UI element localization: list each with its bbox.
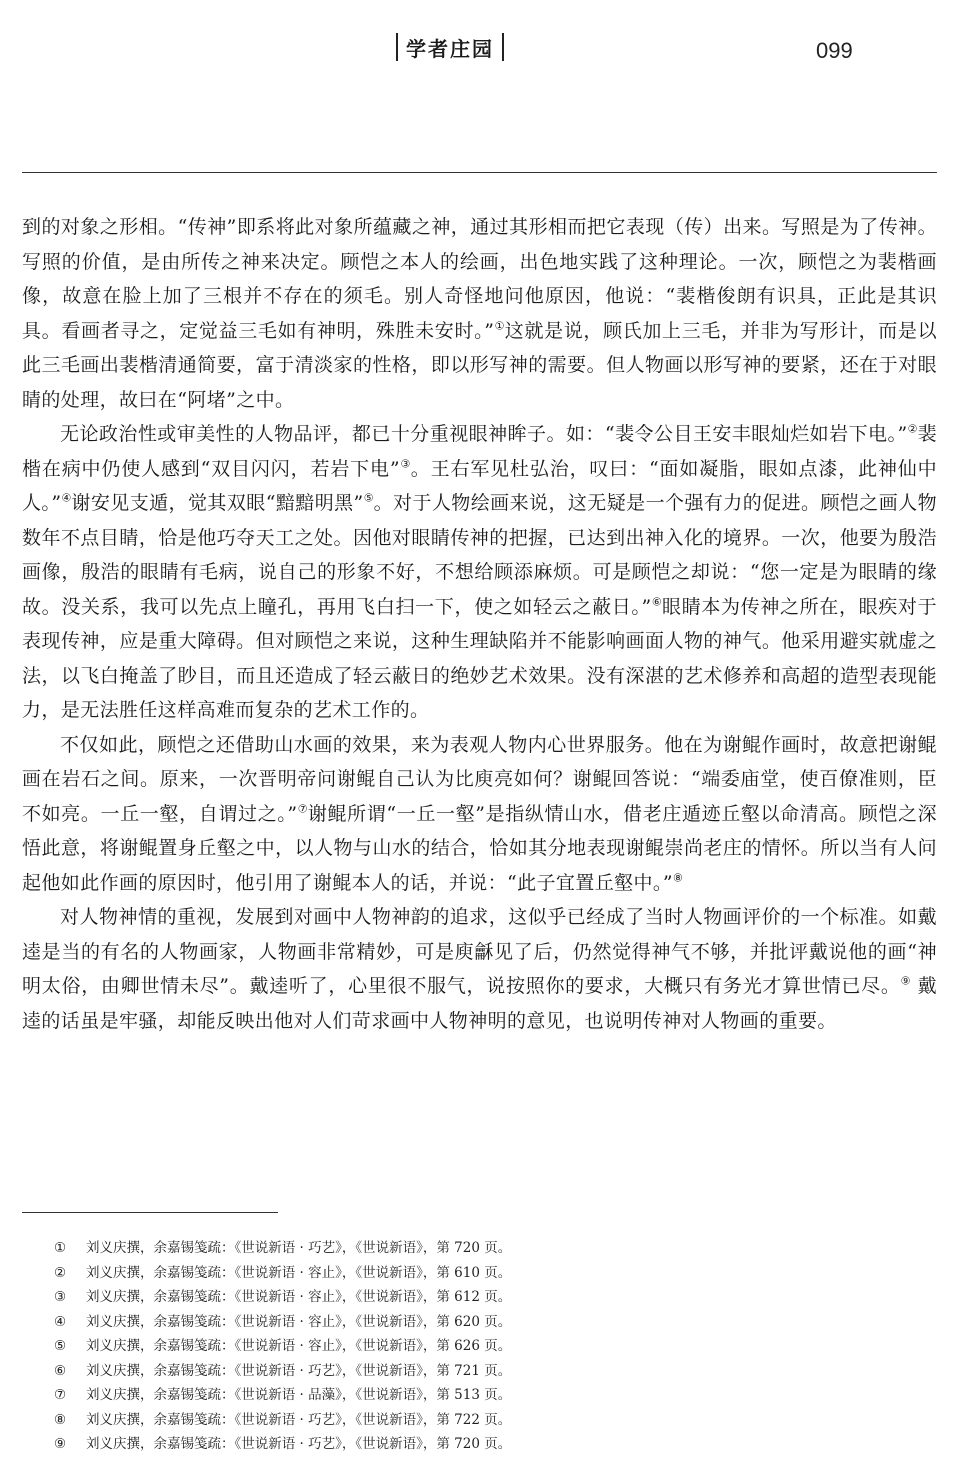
- paragraph-2-text-f: 眼睛本为传神之所在，眼疾对于表现传神，应是重大障碍。但对顾恺之来说，这种生理缺陷并不能影响画面人物的神气。他采用避实就虚之法，以飞白掩盖了眇目，而且还造成了轻云蔽日的绝妙艺术效果。没有深湛的艺术修养和高超的造型表现能力，是无法胜任这样高难而复杂的艺术工作的。: [22, 595, 937, 721]
- paragraph-4: [22, 900, 937, 1038]
- paragraph-1: [22, 210, 937, 417]
- footnote-8: [54, 1408, 914, 1433]
- paragraph-4-text: 对人物神情的重视，发展到对画中人物神韵的追求，这似乎已经成了当时人物画评价的一个标准。如戴逵是当的有名的人物画家，人物画非常精妙，可是庾龢见了后，仍然觉得神气不够，并批评戴说他的画“神明太俗，由卿世情未尽”。戴逵听了，心里很不服气，说按照你的要求，大概只有务光才算世情已尽。: [22, 906, 937, 997]
- paragraph-2-text-e: 。对于人物绘画来说，这无疑是一个强有力的促进。顾恺之画人物数年不点目睛，恰是他巧夺天工之处。因他对眼睛传神的把握，已达到出神入化的境界。一次，他要为殷浩画像，殷浩的眼睛有毛病，说自己的形象不好，不想给顾添麻烦。可是顾恺之却说：“您一定是为眼睛的缘故。没关系，我可以先点上瞳孔，再用飞白扫一下，使之如轻云之蔽日。”: [22, 492, 937, 618]
- paragraph-2-text-d: 谢安见支遁，觉其双眼“黯黯明黑”: [71, 492, 364, 514]
- paragraph-3-text-b: 谢鲲所谓“一丘一壑”是指纵情山水，借老庄遁迹丘壑以命清高。顾恺之深悟此意，将谢鲲置身丘壑之中，以人物与山水的结合，恰如其分地表现谢鲲崇尚老庄的情怀。所以当有人问起他如此作画的原因时，他引用了谢鲲本人的话，并说：“此子宜置丘壑中。”: [22, 802, 937, 894]
- footnote-2: [54, 1261, 914, 1286]
- paragraph-1-text-cont: 这就是说，顾氏加上三毛，并非为写形计，而是以此三毛画出裴楷清通简要，富于清淡家的性格，即以形写神的需要。但人物画以形写神的要紧，还在于对眼睛的处理，故曰在“阿堵”之中。: [22, 319, 937, 411]
- footnote-ref-4: ④: [61, 491, 72, 505]
- paragraph-4-text-b: 戴逵的话虽是牢骚，却能反映出他对人们苛求画中人物神明的意见，也说明传神对人物画的重要。: [22, 975, 937, 1032]
- footnote-7: [54, 1383, 914, 1408]
- footnote-5: [54, 1334, 914, 1359]
- footnote-text: 刘义庆撰，余嘉锡笺疏：《世说新语 · 容止》，《世说新语》，第 620 页。: [86, 1313, 512, 1330]
- footnote-mark: ③: [54, 1289, 67, 1305]
- footnote-ref-3: ③: [400, 457, 411, 471]
- footnote-mark: ⑧: [54, 1411, 67, 1428]
- running-head-title: 学者庄园: [406, 36, 494, 61]
- footnote-rule: [22, 1212, 278, 1213]
- footnote-ref-1: ①: [494, 319, 505, 333]
- footnote-6: [54, 1359, 914, 1384]
- footnote-text: 刘义庆撰，余嘉锡笺疏：《世说新语 · 巧艺》，《世说新语》，第 721 页。: [86, 1362, 512, 1379]
- footnote-text: 刘义庆撰，余嘉锡笺疏：《世说新语 · 容止》，《世说新语》，第 610 页。: [86, 1264, 512, 1281]
- footnote-text: 刘义庆撰，余嘉锡笺疏：《世说新语 · 容止》，《世说新语》，第 626 页。: [86, 1338, 512, 1354]
- paragraph-2: [22, 417, 937, 728]
- footnote-text: 刘义庆撰，余嘉锡笺疏：《世说新语 · 容止》，《世说新语》，第 612 页。: [86, 1289, 512, 1305]
- footnote-mark: ⑤: [54, 1338, 67, 1354]
- footnote-mark: ②: [54, 1264, 67, 1281]
- footnote-text: 刘义庆撰，余嘉锡笺疏：《世说新语 · 巧艺》，《世说新语》，第 722 页。: [86, 1411, 512, 1428]
- footnote-9: [54, 1432, 914, 1457]
- footnote-mark: ⑨: [54, 1436, 67, 1452]
- footnote-text: 刘义庆撰，余嘉锡笺疏：《世说新语 · 巧艺》，《世说新语》，第 720 页。: [86, 1240, 512, 1256]
- footnote-mark: ①: [54, 1240, 67, 1256]
- paragraph-3: [22, 728, 937, 901]
- page-number: 099: [816, 38, 853, 63]
- footnote-mark: ④: [54, 1313, 67, 1330]
- footnote-mark: ⑦: [54, 1387, 67, 1403]
- paragraph-3-text: 不仅如此，顾恺之还借助山水画的效果，来为表观人物内心世界服务。他在为谢鲲作画时，故意把谢鲲画在岩石之间。原来，一次晋明帝问谢鲲自己认为比庾亮如何？谢鲲回答说：“端委庙堂，使百僚准则，臣不如亮。一丘一壑，自谓过之。”: [22, 733, 937, 825]
- header-rule: [22, 172, 937, 173]
- footnote-ref-8: ⑧: [672, 871, 683, 885]
- footnote-mark: ⑥: [54, 1362, 67, 1379]
- footnote-text: 刘义庆撰，余嘉锡笺疏：《世说新语 · 巧艺》，《世说新语》，第 720 页。: [86, 1436, 512, 1452]
- footnote-ref-5: ⑤: [363, 491, 374, 505]
- paragraph-2-text-c: 。王右军见杜弘治，叹曰：“面如凝脂，眼如点漆，此神仙中人。”: [22, 457, 937, 514]
- footnote-ref-6: ⑥: [651, 595, 663, 609]
- footnotes: [54, 1236, 914, 1457]
- paragraph-2-text-b: 裴楷在病中仍使人感到“双目闪闪，若岩下电”: [22, 423, 937, 480]
- footnote-text: 刘义庆撰，余嘉锡笺疏：《世说新语 · 品藻》，《世说新语》，第 513 页。: [86, 1387, 512, 1403]
- footnote-ref-7: ⑦: [297, 802, 308, 816]
- body-text: [22, 210, 937, 1038]
- footnote-ref-2: ②: [907, 422, 918, 436]
- paragraph-2-text: 无论政治性或审美性的人物品评，都已十分重视眼神眸子。如：“裴令公目王安丰眼灿烂如岩下电。”: [60, 423, 908, 445]
- footnote-ref-9: ⑨: [900, 974, 911, 988]
- footnote-1: [54, 1236, 914, 1261]
- footnote-3: [54, 1285, 914, 1310]
- running-head: [396, 32, 504, 62]
- paragraph-1-text: 到的对象之形相。“传神”即系将此对象所蕴藏之神，通过其形相而把它表现（传）出来。写照是为了传神。写照的价值，是由所传之神来决定。顾恺之本人的绘画，出色地实践了这种理论。一次，顾恺之为裴楷画像，故意在脸上加了三根并不存在的须毛。别人奇怪地问他原因，他说：“裴楷俊朗有识具，正此是其识具。看画者寻之，定觉益三毛如有神明，殊胜未安时。”: [22, 216, 937, 342]
- running-head-right-bar: [502, 33, 504, 61]
- footnote-4: [54, 1310, 914, 1335]
